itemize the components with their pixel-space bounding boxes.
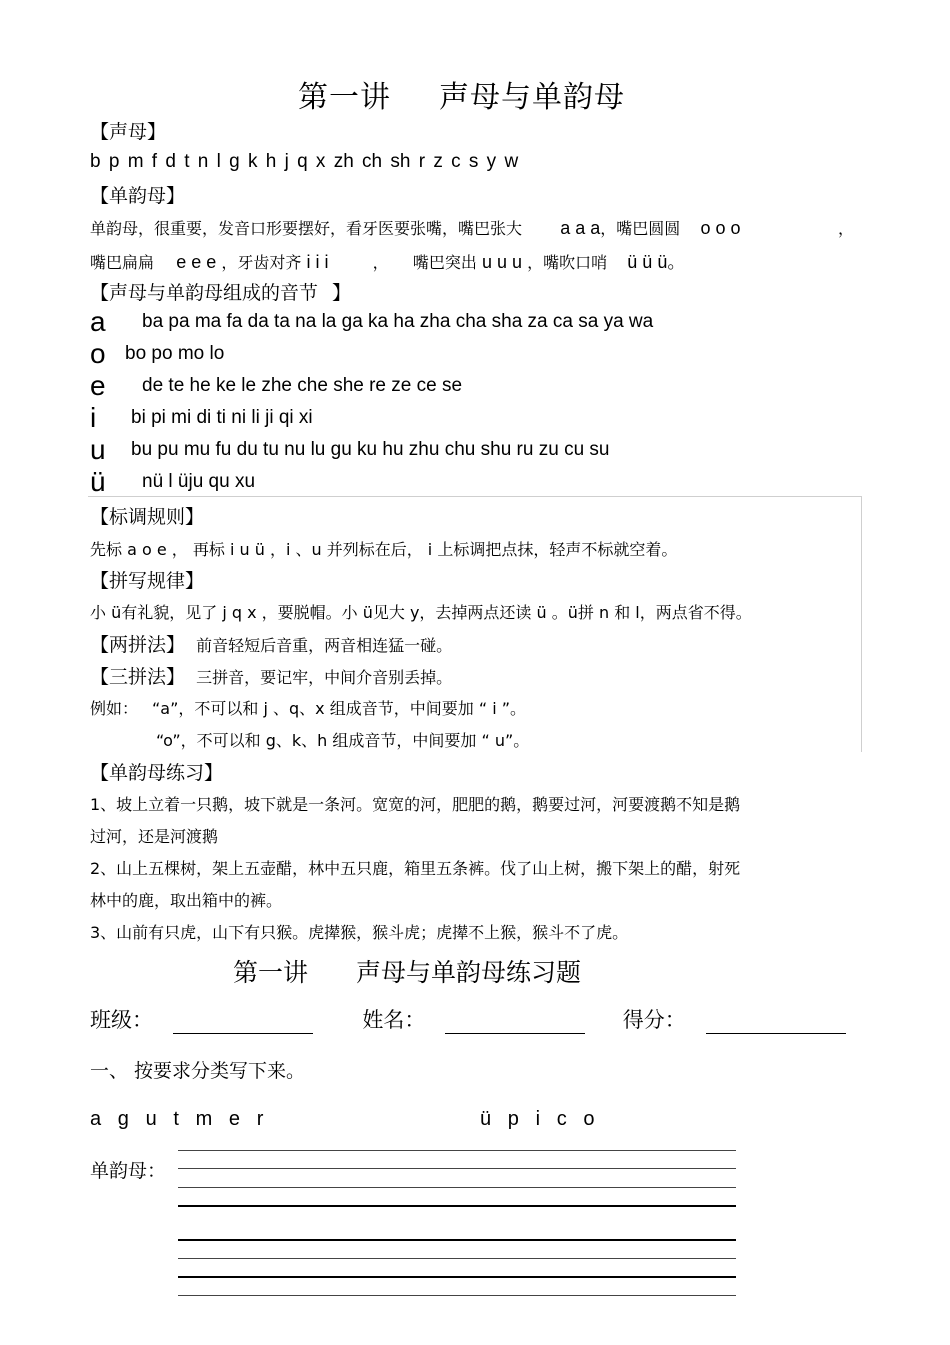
class-label: 班级： [90, 1008, 153, 1032]
danyunmu-heading: 【单韵母】 [90, 185, 186, 207]
letters-right: ü p i c o [480, 1108, 595, 1130]
three-spell-heading: 【三拼法】 [90, 666, 186, 688]
syllable-list: ba pa ma fa da ta na la ga ka ha zha cha sha za ca sa ya wa [142, 311, 654, 332]
name-label: 姓名： [362, 1008, 426, 1032]
syllable-list: bi pi mi di ti ni li ji qi xi [131, 407, 313, 428]
question-1: 一、 按要求分类写下来。 [90, 1060, 306, 1082]
practice-1b: 过河，还是河渡鹅 [90, 827, 219, 846]
writing-line[interactable] [178, 1205, 736, 1207]
syllable-row [90, 338, 225, 370]
writing-line[interactable] [178, 1276, 736, 1278]
practice-3: 3、山前有只虎，山下有只猴。虎撵猴，猴斗虎；虎撵不上猴，猴斗不了虎。 [90, 923, 629, 942]
syllable-list: bu pu mu fu du tu nu lu gu ku hu zhu chu shu ru zu cu su [131, 439, 610, 460]
syllable-list: bo po mo lo [125, 343, 225, 364]
syllable-row [90, 402, 313, 434]
vowel-letter: i [90, 402, 97, 433]
syllable-list: de te he ke le zhe che she re ze ce se [142, 375, 463, 396]
score-field[interactable] [706, 1011, 846, 1034]
writing-line[interactable] [178, 1168, 736, 1169]
danyunmu-line-1: 单韵母，很重要，发音口形要摆好，看牙医要张嘴，嘴巴张大 a a a，嘴巴圆圆 o o o ， [90, 218, 854, 238]
syllable-list: nü l üju qu xu [142, 471, 256, 492]
two-spell-heading: 【两拼法】 [90, 634, 186, 656]
danyunmu-line-2: 嘴巴扁扁 e e e ，牙齿对齐 i i i ， 嘴巴突出 u u u ，嘴吹口哨 ü ü ü。 [90, 252, 686, 272]
three-spell-text: 三拼音，要记牢，中间介音别丢掉。 [196, 668, 453, 687]
spelling-rules-heading: 【拼写规律】 [90, 570, 205, 592]
practice-2b: 林中的鹿，取出箱中的裤。 [90, 891, 283, 910]
examples-label: 例如： [90, 699, 139, 718]
syllable-row [90, 306, 654, 338]
tone-rules-text: 先标 a o e ， 再标 i u ü ，i 、u 并列标在后， i 上标调把点抹，轻声不标就空着。 [90, 540, 678, 559]
student-info-row [90, 1004, 846, 1034]
syllable-row [90, 370, 463, 402]
title-topic: 声母与单韵母 [439, 80, 625, 115]
tone-rules-heading: 【标调规则】 [90, 506, 205, 528]
writing-line[interactable] [178, 1150, 736, 1151]
writing-line[interactable] [178, 1187, 736, 1188]
name-field[interactable] [445, 1011, 585, 1034]
vowel-letter: u [90, 434, 106, 465]
practice-heading: 【单韵母练习】 [90, 762, 224, 784]
spelling-rules-text: 小 ü有礼貌，见了 j q x ，要脱帽。小 ü见大 y，去掉两点还读 ü 。ü拼 n 和 l，两点省不得。 [90, 603, 752, 622]
writing-line[interactable] [178, 1239, 736, 1241]
two-spell-row [90, 630, 452, 657]
writing-line[interactable] [178, 1258, 736, 1259]
vowel-letter: a [90, 306, 106, 337]
vowel-letter: o [90, 338, 106, 369]
exercise-title: 第一讲 声母与单韵母练习题 [233, 958, 582, 987]
vowel-letter: e [90, 370, 106, 401]
syllables-heading: 【声母与单韵母组成的音节 】 [90, 282, 352, 304]
writing-line[interactable] [178, 1295, 736, 1296]
three-spell-row [90, 662, 452, 689]
page-title [298, 72, 625, 116]
practice-1a: 1、坡上立着一只鹅，坡下就是一条河。宽宽的河，肥肥的鹅，鹅要过河，河要渡鹅不知是鹅 [90, 795, 741, 814]
shengmu-heading: 【声母】 [90, 121, 167, 143]
vowel-letter: ü [90, 466, 106, 497]
score-label: 得分： [622, 1008, 686, 1032]
answer-label: 单韵母： [90, 1160, 167, 1182]
shengmu-list: b p m f d t n l g k h j q x zh ch sh r z c s y w [90, 151, 519, 172]
syllable-row [90, 434, 610, 466]
practice-2a: 2、山上五棵树，架上五壶醋，林中五只鹿，箱里五条裤。伐了山上树，搬下架上的醋，射死 [90, 859, 741, 878]
examples-line-2: “o”，不可以和 g、k、h 组成音节，中间要加 “ u”。 [156, 731, 530, 750]
class-field[interactable] [173, 1011, 313, 1034]
syllable-row [90, 466, 256, 498]
two-spell-text: 前音轻短后音重，两音相连猛一碰。 [196, 636, 453, 655]
title-lecture: 第一讲 [298, 80, 391, 115]
examples-line-1: 例如： “a”，不可以和 j 、q、x 组成音节，中间要加 “ i ”。 [90, 699, 527, 718]
letters-left: a g u t m e r [90, 1108, 264, 1130]
